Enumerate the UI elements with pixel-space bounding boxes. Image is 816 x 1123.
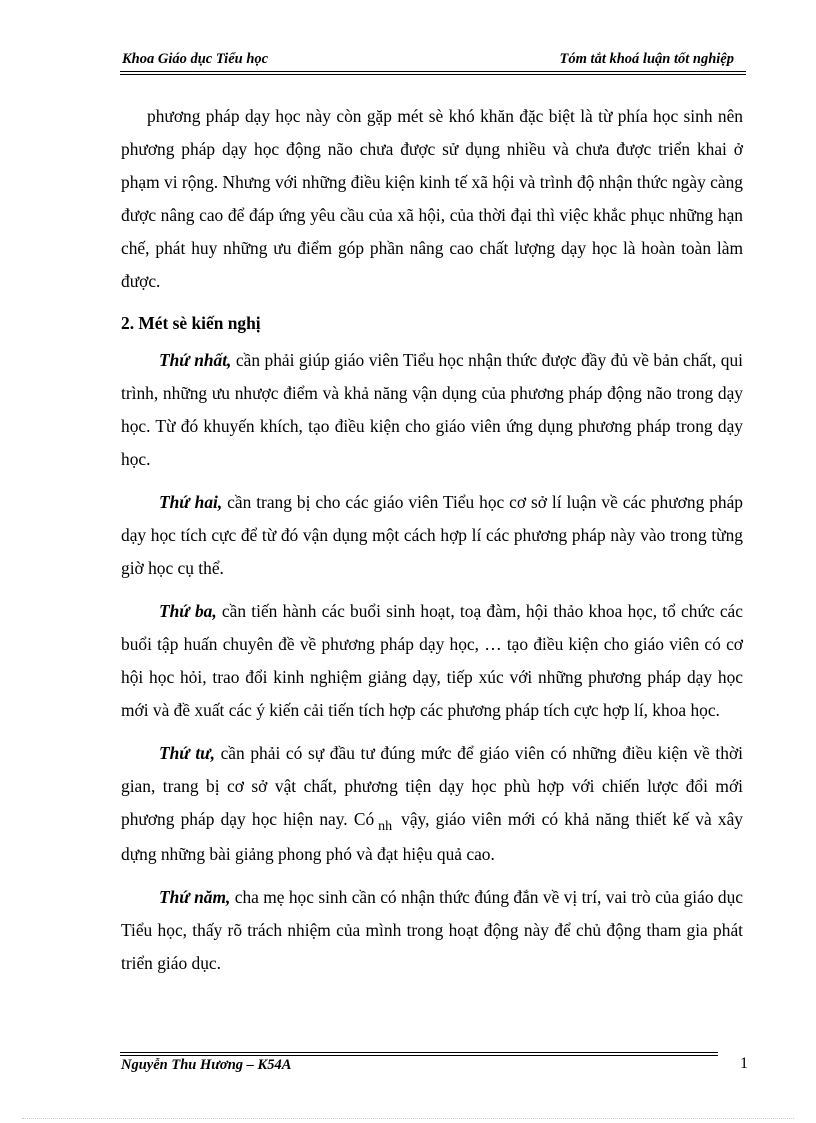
recommendation-lead: Thứ năm, [159,887,231,907]
section-heading: 2. Mét sè kiến nghị [121,313,261,333]
recommendation-lead: Thứ ba, [159,601,217,621]
page-header [120,49,746,71]
header-doc-title: Tóm tắt khoá luận tốt nghiệp [559,51,734,67]
page-number: 1 [740,1055,748,1072]
footer-rule [120,1055,718,1056]
recommendation-text: cha mẹ học sinh cần có nhận thức đúng đắn về vị trí, vai trò của giáo dục Tiểu học, thấy rõ trách nhiệm của mình trong hoạt động này để chủ động tham gia phát triển giáo dục. [121,887,744,973]
recommendation-2 [121,486,743,585]
page-bottom-border [22,1118,794,1119]
header-faculty: Khoa Giáo dục Tiểu học [122,51,269,67]
body-text [121,100,743,980]
subscript-fragment: nh [378,819,393,834]
recommendation-text: cần tiến hành các buổi sinh hoạt, toạ đàm, hội thảo khoa học, tổ chức các buổi tập huấn chuyên đề về phương pháp dạy học, … tạo điều kiện cho giáo viên có cơ hội học hỏi, trao đổi kinh nghiệm giảng dạy, tiếp xúc với những phương pháp dạy học mới và đề xuất các ý kiến cải tiến tích hợp các phương pháp tích cực hợp lí, khoa học. [121,601,743,720]
recommendation-text: cần trang bị cho các giáo viên Tiểu học cơ sở lí luận về các phương pháp dạy học tích cực để từ đó vận dụng một cách hợp lí các phương pháp này vào trong từng giờ học cụ thể. [121,492,744,578]
recommendation-5 [121,881,743,980]
footer-rule [120,1052,718,1053]
header-rule [120,71,746,72]
recommendation-lead: Thứ tư, [159,743,215,763]
recommendation-text: vậy, giáo viên mới có khả năng thiết kế và xây dựng những bài giảng phong phó và đạt hiệu quả cao. [121,809,743,864]
header-rule [120,74,746,75]
footer-author: Nguyễn Thu Hương – K54A [121,1057,292,1073]
recommendation-1 [121,344,743,476]
recommendation-text: cần phải có sự đầu tư đúng mức để giáo viên có những điều kiện về thời gian, trang bị cơ sở vật chất, phương tiện dạy học phù hợp với chiến lược đổi mới phương pháp dạy học hiện nay. Có [121,743,743,829]
recommendation-text: cần phải giúp giáo viên Tiểu học nhận thức được đầy đủ về bản chất, qui trình, những ưu nhược điểm và khả năng vận dụng của phương pháp động não trong dạy học. Từ đó khuyến khích, tạo điều kiện cho giáo viên ứng dụng phương pháp trong dạy học. [121,350,744,469]
recommendation-lead: Thứ nhất, [159,350,232,370]
recommendation-4 [121,737,743,871]
intro-paragraph: phương pháp dạy học này còn gặp mét sè khó khăn đặc biệt là từ phía học sinh nên phương pháp dạy học động não chưa được sử dụng nhiều và chưa được triển khai ở phạm vi rộng. Nhưng với những điều kiện kinh tế xã hội và trình độ nhận thức ngày càng được nâng cao để đáp ứng yêu cầu của xã hội, của thời đại thì việc khắc phục những hạn chế, phát huy những ưu điểm góp phần nâng cao chất lượng dạy học là hoàn toàn làm được. [121,106,743,291]
recommendation-lead: Thứ hai, [159,492,223,512]
recommendation-3 [121,595,743,727]
